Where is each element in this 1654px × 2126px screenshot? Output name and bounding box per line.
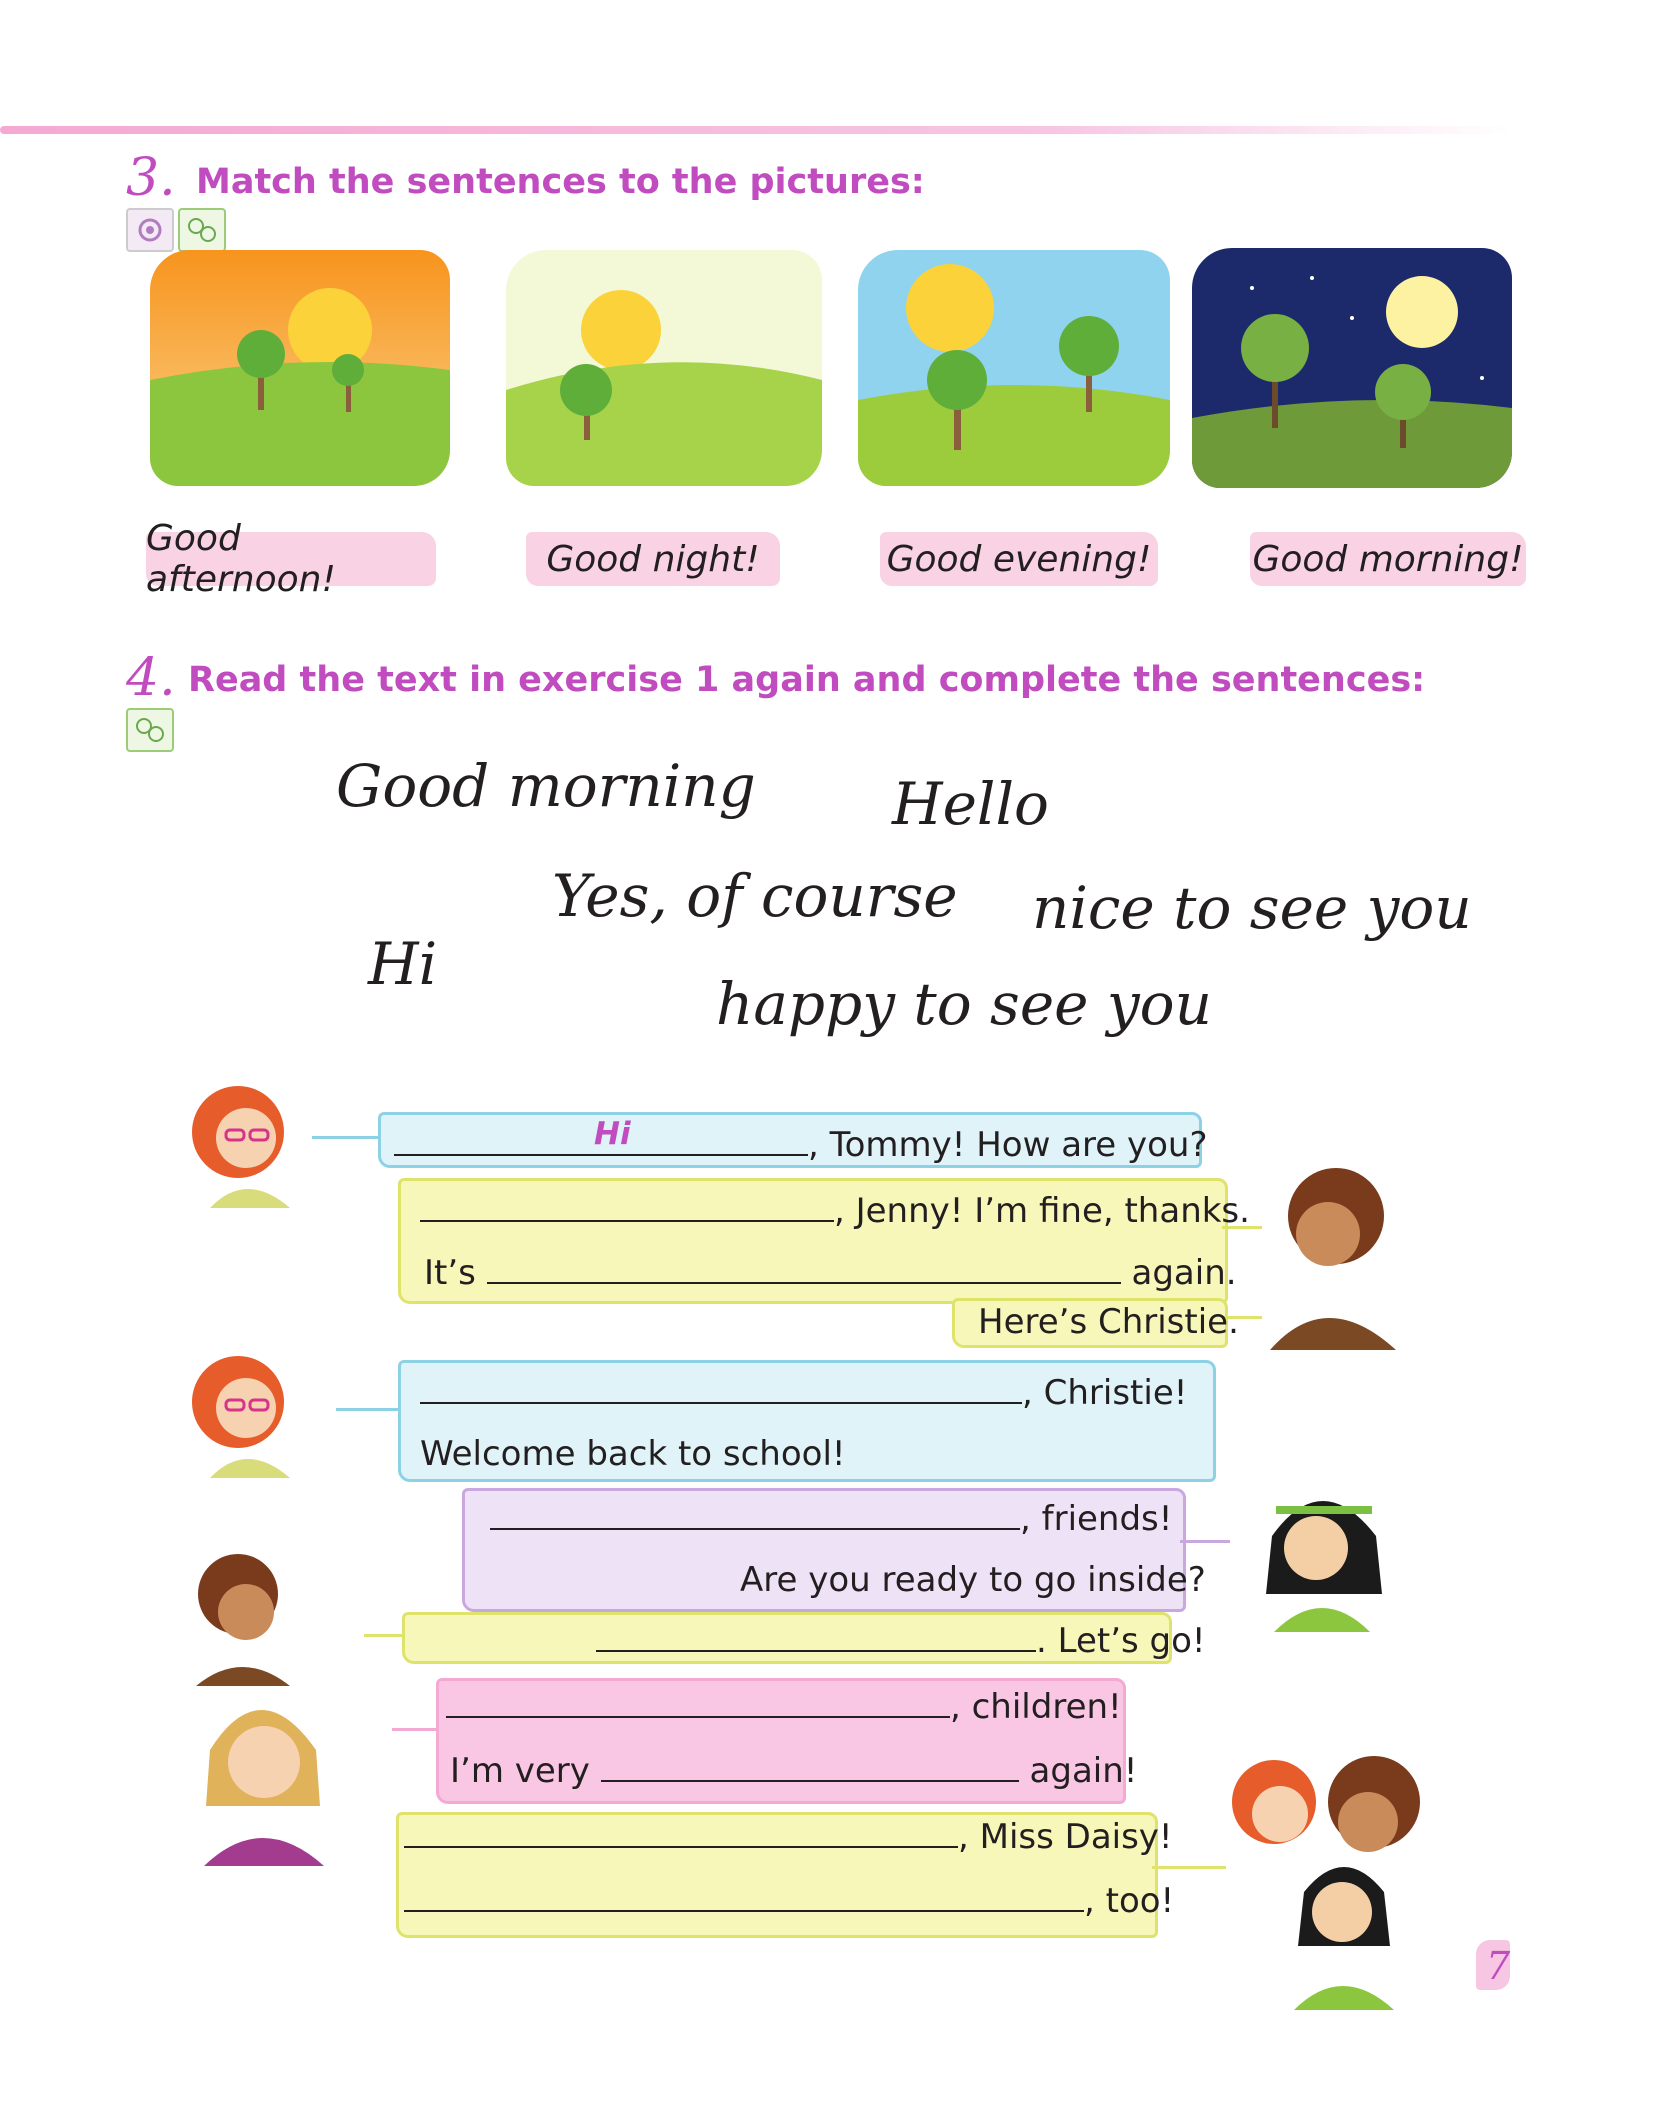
- dialogue-line-9: [596, 1620, 1206, 1661]
- children-group-avatar: [1224, 1742, 1434, 2010]
- header-divider: [0, 126, 1510, 134]
- listen-icon: [126, 208, 174, 252]
- word-yes-of-course: Yes, of course: [552, 862, 958, 930]
- answer-blank-3[interactable]: [487, 1252, 1121, 1284]
- dialogue-line-5: [420, 1372, 1187, 1413]
- picture-afternoon: [150, 250, 450, 486]
- jenny-avatar: [180, 1352, 310, 1478]
- pair-work-icon: [126, 708, 174, 752]
- exercise-3-instruction: Match the sentences to the pictures:: [196, 162, 925, 202]
- answer-blank-7[interactable]: [446, 1686, 950, 1718]
- dialogue-line-7: [490, 1498, 1172, 1539]
- line-9-text: . Let’s go!: [1036, 1621, 1206, 1661]
- label-good-night[interactable]: Good night!: [526, 532, 780, 586]
- picture-morning: [506, 250, 822, 486]
- line-2-text: , Jenny! I’m fine, thanks.: [834, 1191, 1250, 1231]
- exercise-3-number: 3.: [126, 148, 176, 208]
- line-3-post: again.: [1131, 1253, 1237, 1293]
- miss-daisy-avatar: [200, 1680, 326, 1866]
- answer-blank-2[interactable]: [420, 1190, 834, 1222]
- word-happy-to-see-you: happy to see you: [716, 970, 1212, 1038]
- line-5-text: , Christie!: [1022, 1373, 1188, 1413]
- line-4-text: Here’s Christie.: [978, 1302, 1239, 1342]
- line-13-text: , too!: [1084, 1881, 1175, 1921]
- dialogue-line-11: [450, 1750, 1137, 1791]
- bubble-tail: [1180, 1540, 1230, 1543]
- line-6-text: Welcome back to school!: [420, 1434, 846, 1474]
- word-nice-to-see-you: nice to see you: [1032, 874, 1472, 942]
- answer-blank-6[interactable]: [596, 1620, 1036, 1652]
- answer-blank-4[interactable]: [420, 1372, 1022, 1404]
- word-hello: Hello: [892, 770, 1049, 838]
- tommy-avatar: [1256, 1166, 1406, 1350]
- jenny-avatar: [180, 1082, 310, 1208]
- line-7-text: , friends!: [1020, 1499, 1173, 1539]
- picture-night: [1192, 248, 1512, 488]
- word-hi: Hi: [368, 930, 438, 998]
- line-11-pre: I’m very: [450, 1751, 590, 1791]
- dialogue-line-1: [394, 1116, 1208, 1165]
- exercise-4-instruction: Read the text in exercise 1 again and complete the sentences:: [188, 660, 1426, 700]
- bubble-tail: [312, 1136, 378, 1139]
- pair-work-icon: [178, 208, 226, 252]
- dialogue-line-12: [404, 1816, 1173, 1857]
- dialogue-line-3: [424, 1252, 1237, 1293]
- bubble-tail: [1152, 1866, 1226, 1869]
- label-good-evening[interactable]: Good evening!: [880, 532, 1158, 586]
- answer-blank-8[interactable]: [601, 1750, 1019, 1782]
- answer-blank-1[interactable]: [394, 1116, 808, 1156]
- bubble-tail: [336, 1408, 398, 1411]
- bubble-tail: [364, 1634, 402, 1637]
- answer-blank-5[interactable]: [490, 1498, 1020, 1530]
- label-good-morning[interactable]: Good morning!: [1250, 532, 1526, 586]
- dialogue-line-13: [404, 1880, 1174, 1921]
- line-12-text: , Miss Daisy!: [958, 1817, 1173, 1857]
- dialogue-line-2: [420, 1190, 1250, 1231]
- line-3-pre: It’s: [424, 1253, 476, 1293]
- filled-answer: Hi: [594, 1116, 631, 1152]
- page-number: 7: [1486, 1944, 1511, 1988]
- picture-daytime: [858, 250, 1170, 486]
- line-8-text: Are you ready to go inside?: [740, 1560, 1206, 1600]
- answer-blank-9[interactable]: [404, 1816, 958, 1848]
- word-good-morning: Good morning: [336, 752, 756, 820]
- bubble-tail: [392, 1728, 436, 1731]
- line-11-post: again!: [1029, 1751, 1138, 1791]
- christie-avatar: [1252, 1476, 1394, 1632]
- line-1-text: , Tommy! How are you?: [808, 1125, 1208, 1165]
- answer-blank-10[interactable]: [404, 1880, 1084, 1912]
- label-good-afternoon[interactable]: Good afternoon!: [146, 532, 436, 586]
- exercise-4-number: 4.: [126, 648, 176, 708]
- line-10-text: , children!: [950, 1687, 1122, 1727]
- tommy-avatar: [186, 1548, 296, 1686]
- dialogue-line-10: [446, 1686, 1122, 1727]
